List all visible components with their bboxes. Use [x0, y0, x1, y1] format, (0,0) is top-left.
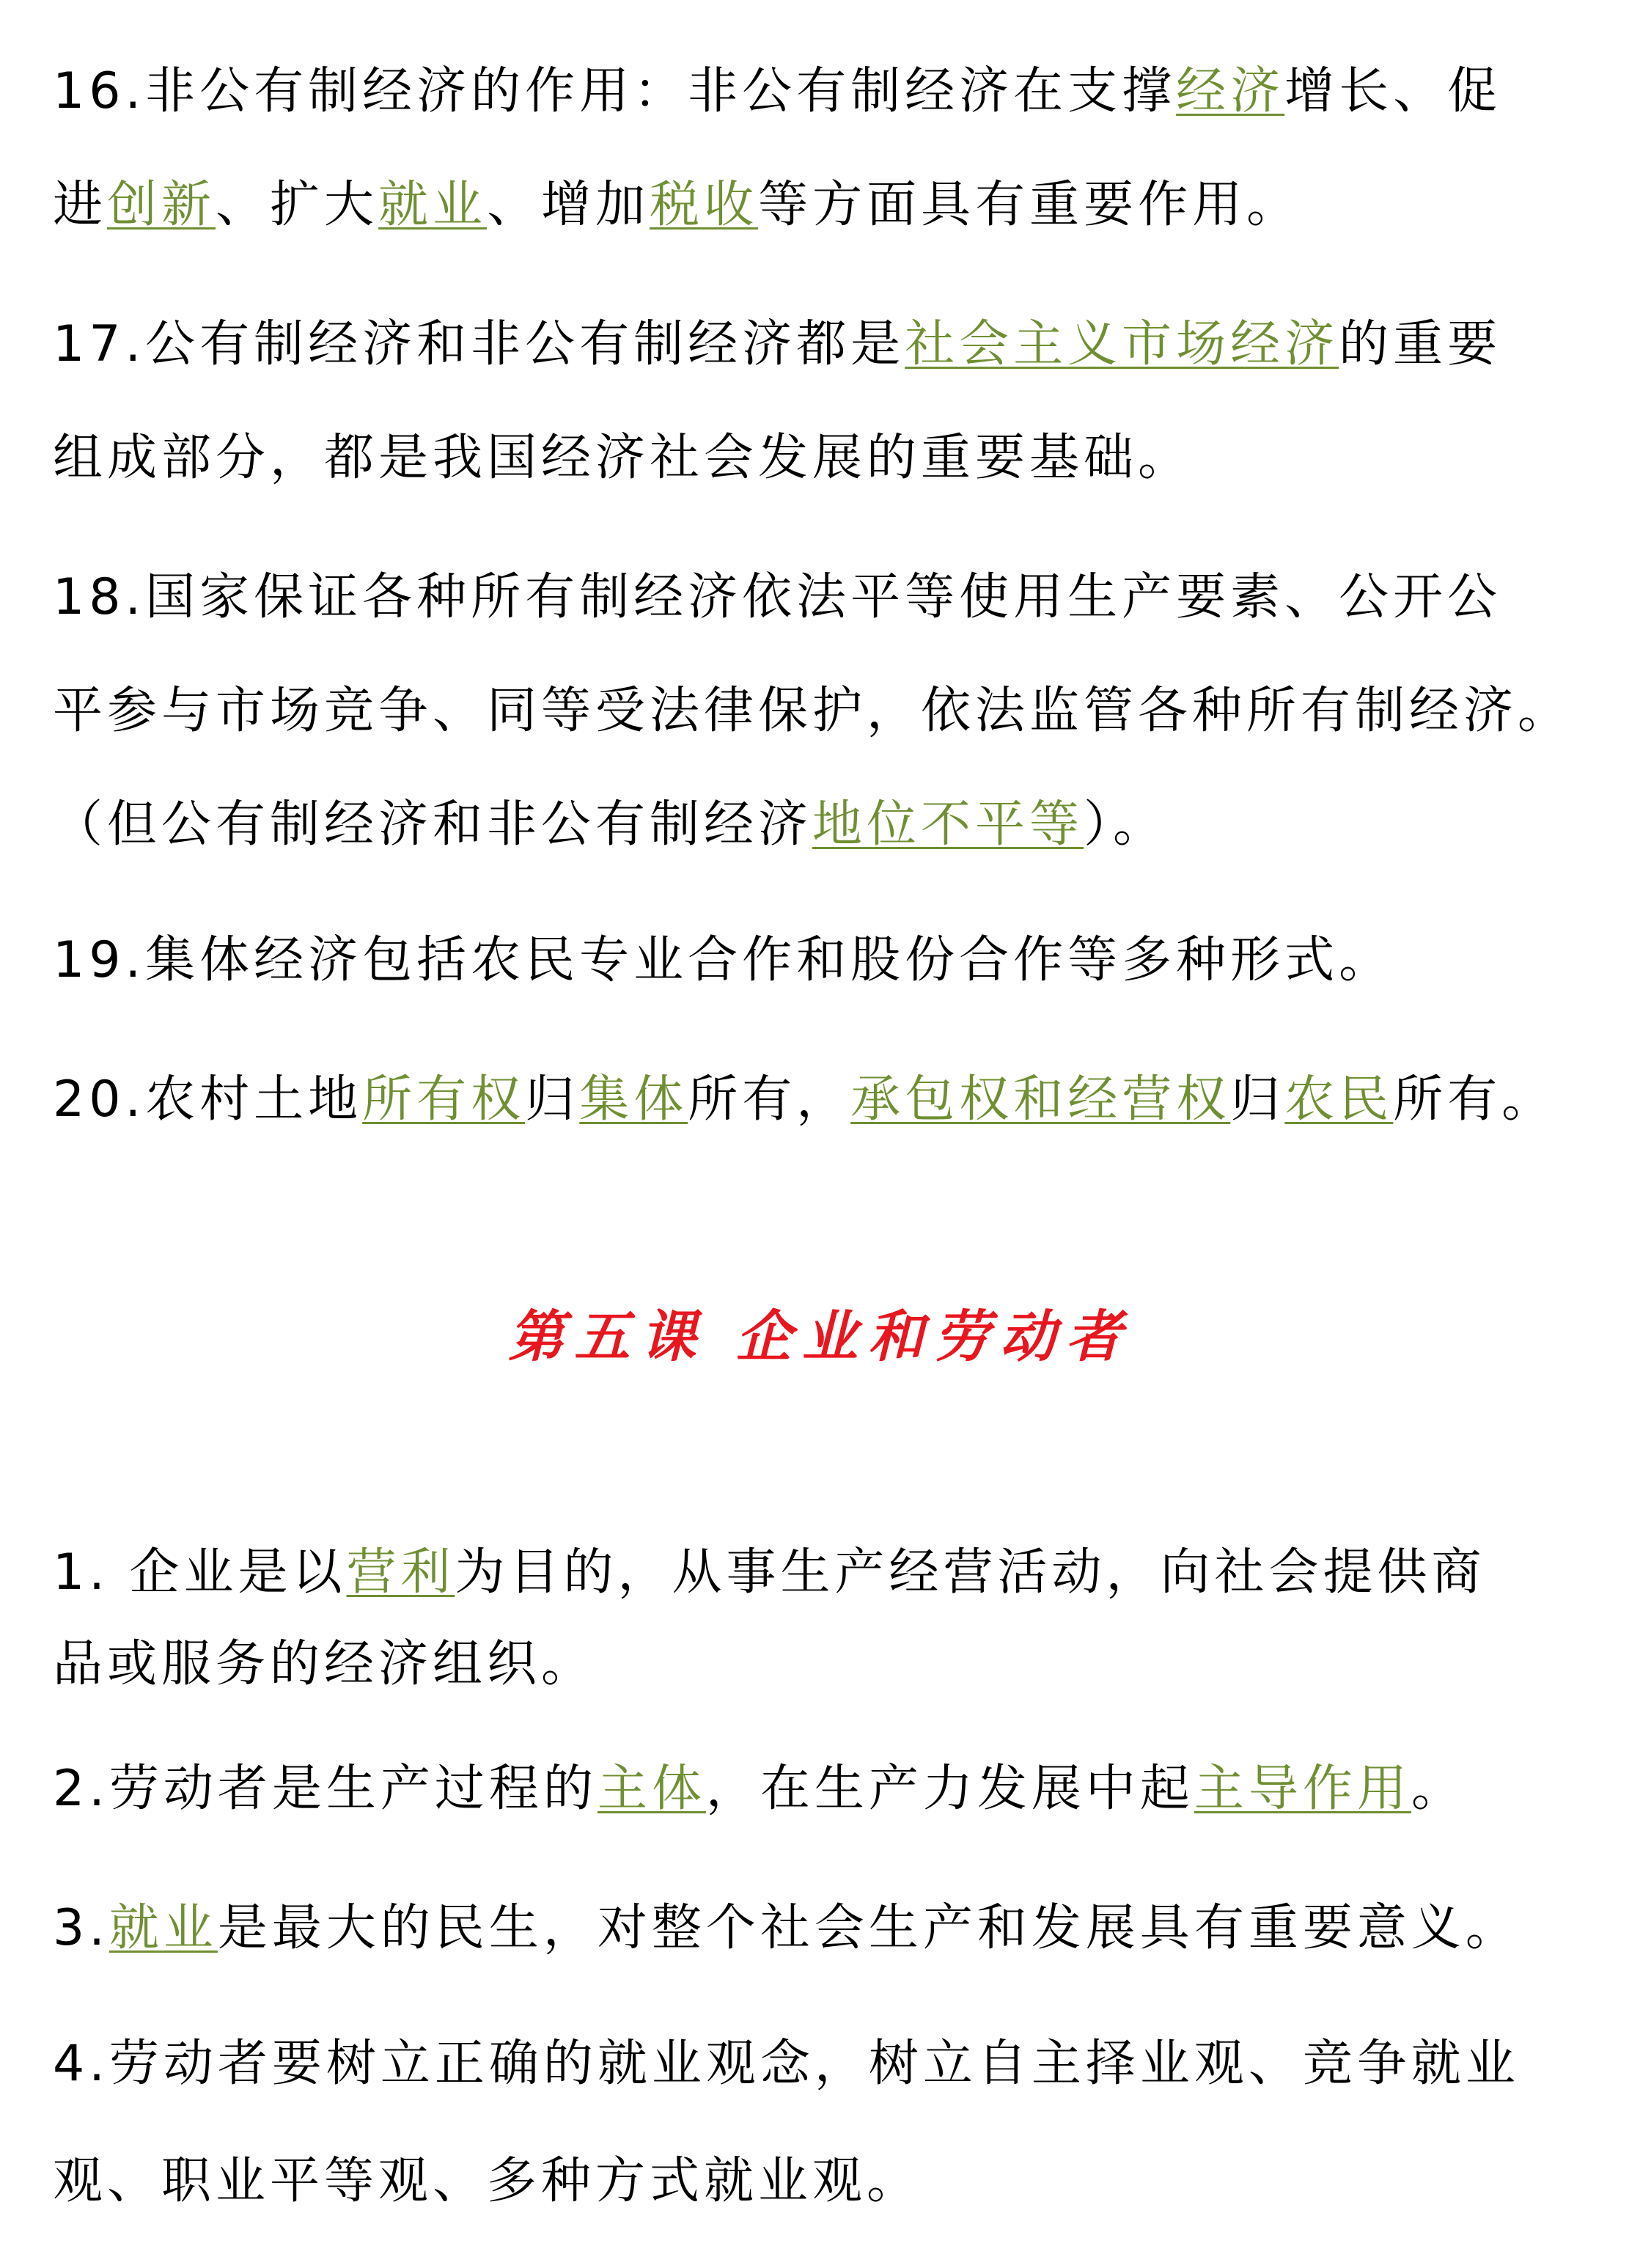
- text-segment: 3.: [53, 1899, 109, 1957]
- text-segment: 观、职业平等观、多种方式就业观。: [53, 2152, 922, 2210]
- lesson5-item-1-line-1: [53, 1544, 1486, 1602]
- highlight-keyword: 主体: [597, 1760, 706, 1818]
- text-segment: 为目的，从事生产经营活动，向社会提供商: [455, 1544, 1486, 1601]
- lesson5-item-3-line-1: [53, 1899, 1520, 1958]
- text-segment: 组成部分，都是我国经济社会发展的重要基础。: [53, 429, 1193, 487]
- text-segment: 归: [1230, 1071, 1285, 1129]
- highlight-keyword: 地位不平等: [812, 796, 1084, 854]
- item-18-line-2: [53, 682, 1572, 741]
- text-segment: 进: [53, 176, 108, 234]
- highlight-keyword: 农民: [1284, 1071, 1394, 1129]
- text-segment: 20.农村土地: [53, 1071, 363, 1129]
- lesson5-item-4-line-2: [53, 2152, 921, 2211]
- highlight-keyword: 所有权: [362, 1071, 526, 1129]
- lesson5-item-1-line-2: [53, 1635, 595, 1694]
- text-segment: 所有。: [1393, 1071, 1556, 1129]
- item-19-line-1: [53, 931, 1393, 990]
- text-segment: ，在生产力发展中起: [705, 1760, 1194, 1818]
- lesson-title: 第五课 企业和劳动者: [508, 1304, 1132, 1369]
- text-segment: 、增加: [487, 176, 650, 234]
- text-segment: 18.国家保证各种所有制经济依法平等使用生产要素、公开公: [53, 568, 1502, 626]
- highlight-keyword: 创新: [107, 176, 216, 234]
- text-segment: 19.集体经济包括农民专业合作和股份合作等多种形式。: [53, 931, 1394, 989]
- text-segment: 。: [1411, 1760, 1466, 1818]
- text-segment: 所有，: [688, 1071, 851, 1129]
- highlight-keyword: 就业: [378, 176, 488, 234]
- text-segment: 1. 企业是以: [53, 1544, 347, 1601]
- text-segment: 平参与市场竞争、同等受法律保护，依法监管各种所有制经济。: [53, 682, 1573, 740]
- highlight-keyword: 主导作用: [1194, 1760, 1411, 1818]
- text-segment: 是最大的民生，对整个社会生产和发展具有重要意义。: [217, 1899, 1520, 1957]
- text-segment: 16.非公有制经济的作用：非公有制经济在支撑: [53, 62, 1177, 120]
- text-segment: 等方面具有重要作用。: [758, 176, 1301, 234]
- item-18-line-1: [53, 568, 1501, 627]
- text-segment: 品或服务的经济组织。: [53, 1635, 596, 1693]
- text-segment: ）。: [1084, 796, 1168, 854]
- text-segment: 归: [525, 1071, 580, 1129]
- text-segment: （但公有制经济和非公有制经济: [53, 796, 813, 854]
- text-segment: 4.劳动者要树立正确的就业观念，树立自主择业观、竞争就业: [53, 2035, 1520, 2093]
- highlight-keyword: 就业: [109, 1899, 218, 1957]
- text-segment: 增长、促: [1284, 62, 1502, 120]
- lesson5-item-4-line-1: [53, 2035, 1520, 2093]
- item-17-line-2: [53, 429, 1192, 488]
- item-17-line-1: [53, 315, 1501, 374]
- text-segment: 的重要: [1339, 315, 1502, 373]
- text-segment: 17.公有制经济和非公有制经济都是: [53, 315, 905, 373]
- item-18-line-3: [53, 796, 1167, 854]
- item-16-line-2: [53, 176, 1301, 235]
- lesson5-item-2-line-1: [53, 1760, 1466, 1819]
- item-16-line-1: [53, 62, 1501, 121]
- highlight-keyword: 承包权和经营权: [850, 1071, 1231, 1129]
- text-segment: 2.劳动者是生产过程的: [53, 1760, 597, 1818]
- highlight-keyword: 经济: [1176, 62, 1285, 120]
- highlight-keyword: 社会主义市场经济: [905, 315, 1339, 373]
- highlight-keyword: 营利: [346, 1544, 455, 1601]
- highlight-keyword: 税收: [650, 176, 759, 234]
- text-segment: 、扩大: [216, 176, 379, 234]
- highlight-keyword: 集体: [579, 1071, 688, 1129]
- item-20-line-1: [53, 1071, 1556, 1129]
